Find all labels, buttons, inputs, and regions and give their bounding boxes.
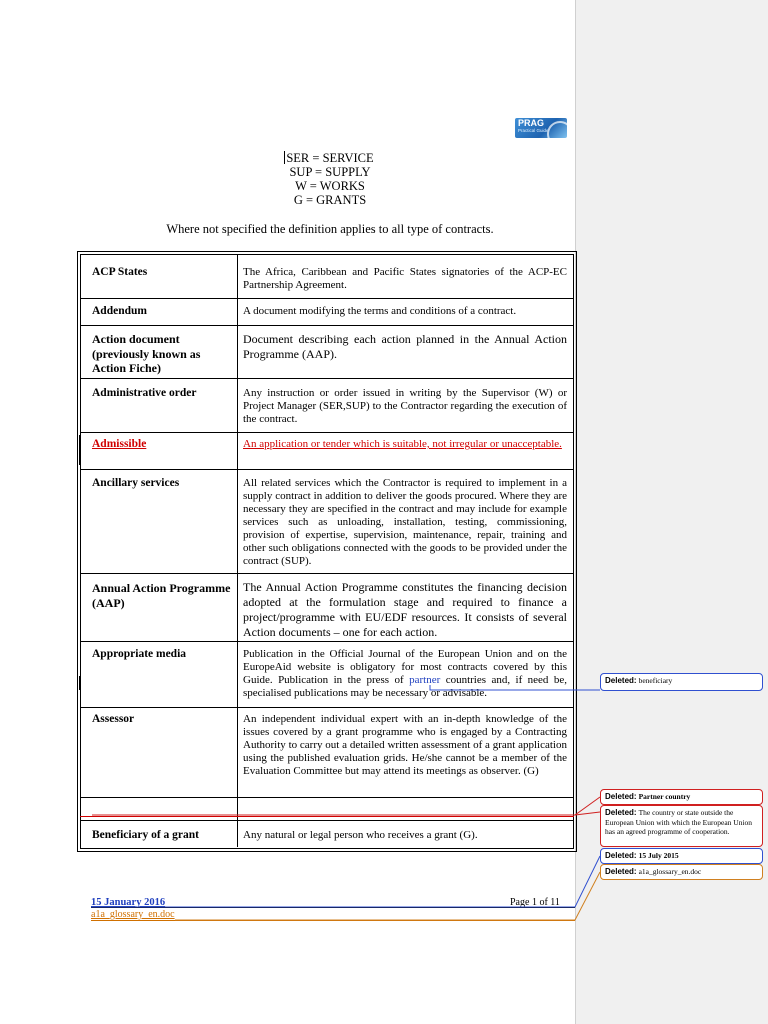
deleted-comment-balloon[interactable]: [600, 805, 763, 847]
balloon-label: Deleted:: [605, 867, 637, 876]
balloon-text: The country or state outside the European Union with which the European Union has an agreed programme of cooperation.: [605, 808, 753, 836]
deleted-comment-balloon[interactable]: [600, 673, 763, 691]
revision-link-line: [91, 856, 600, 907]
balloon-text: 15 July 2015: [638, 851, 679, 860]
definition-action-document: Document describing each action planned in the Annual Action Programme (AAP).: [243, 332, 567, 361]
term-addendum: Addendum: [92, 305, 147, 317]
abbreviation-supply: SUP = SUPPLY: [289, 165, 371, 179]
definition-assessor: An independent individual expert with an in-depth knowledge of the issues covered by a grant programme who is engaged by a Contracting Authority to carry out a detailed written assessment of a grant application using the published evaluation grids. He/she cannot be a member of the Evaluation Committee but may attend its meetings as observer. (G): [243, 713, 567, 777]
intro-text: Where not specified the definition applies to all type of contracts.: [166, 222, 494, 236]
term-administrative-order: Administrative order: [92, 387, 197, 399]
definition-annual-action-programme: The Annual Action Programme constitutes the financing decision adopted at the formulation stage and required to finance a project/programme with EU/EDF resources. It consists of several Action documents – one for each action.: [243, 580, 567, 639]
definition-beneficiary-of-a-grant: Any natural or legal person who receives a grant (G).: [243, 829, 478, 841]
revision-link-line: [175, 872, 600, 920]
term-annual-action-programme: Annual Action Programme (AAP): [92, 581, 231, 610]
term-assessor: Assessor: [92, 713, 135, 725]
term-acp-states: ACP States: [92, 266, 148, 278]
definition-text: countries and, if need be, specialised publications may be necessary or advisable.: [243, 674, 567, 699]
balloon-label: Deleted:: [605, 808, 637, 817]
balloon-text: a1a_glossary_en.doc: [638, 867, 702, 876]
balloon-text: beneficiary: [638, 676, 673, 685]
revision-link-line: [430, 685, 600, 690]
footer-date: 15 January 2016: [91, 897, 166, 908]
abbreviation-service: SER = SERVICE: [286, 151, 374, 165]
definition-admissible: An application or tender which is suitable, not irregular or unacceptable.: [243, 438, 562, 450]
deleted-comment-balloon[interactable]: [600, 848, 763, 864]
logo-text: PRAG: [518, 118, 545, 128]
definition-ancillary-services: All related services which the Contractor is required to implement in a supply contract in addition to deliver the goods procured. Where they are necessary they are specified in the contract and may include for example services such as unloading, installation, testing, commissioning, provision of expertise, supervision, maintenance, repair, training and other such obligations connected with the goods to be provided under the contract (SUP).: [243, 477, 567, 567]
term-beneficiary-of-a-grant: Beneficiary of a grant: [92, 829, 199, 841]
balloon-text: Partner country: [638, 792, 691, 801]
term-appropriate-media: Appropriate media: [92, 648, 187, 660]
deleted-comment-balloon[interactable]: [600, 789, 763, 805]
footer-page-number: Page 1 of 11: [510, 897, 560, 908]
abbreviation-grants: G = GRANTS: [293, 193, 367, 207]
term-ancillary-services: Ancillary services: [92, 477, 180, 489]
definition-administrative-order: Any instruction or order issued in writing by the Supervisor (W) or Project Manager (SER,SUP) to the Contractor regarding the execution of the contract.: [243, 387, 567, 425]
deleted-comment-balloon[interactable]: [600, 864, 763, 880]
balloon-label: Deleted:: [605, 792, 637, 801]
definition-addendum: A document modifying the terms and conditions of a contract.: [243, 305, 517, 317]
footer-filename: a1a_glossary_en.doc: [91, 909, 175, 920]
balloon-label: Deleted:: [605, 676, 637, 685]
revision-link-line: [92, 797, 600, 815]
logo-subtext: Practical Guide: [518, 128, 549, 133]
abbreviation-works: W = WORKS: [295, 179, 365, 193]
definition-text: Publication in the Official Journal of the European Union and on the EuropeAid website is obligatory for most contracts covered by this Guide. Publication in the press of: [243, 648, 567, 686]
term-action-document: Action document (previously known as Action Fiche): [92, 332, 201, 375]
definition-acp-states: The Africa, Caribbean and Pacific States signatories of the ACP-EC Partnership Agreement.: [243, 266, 567, 291]
balloon-label: Deleted:: [605, 851, 637, 860]
inserted-word: partner: [409, 674, 441, 686]
term-admissible: Admissible: [92, 438, 147, 450]
